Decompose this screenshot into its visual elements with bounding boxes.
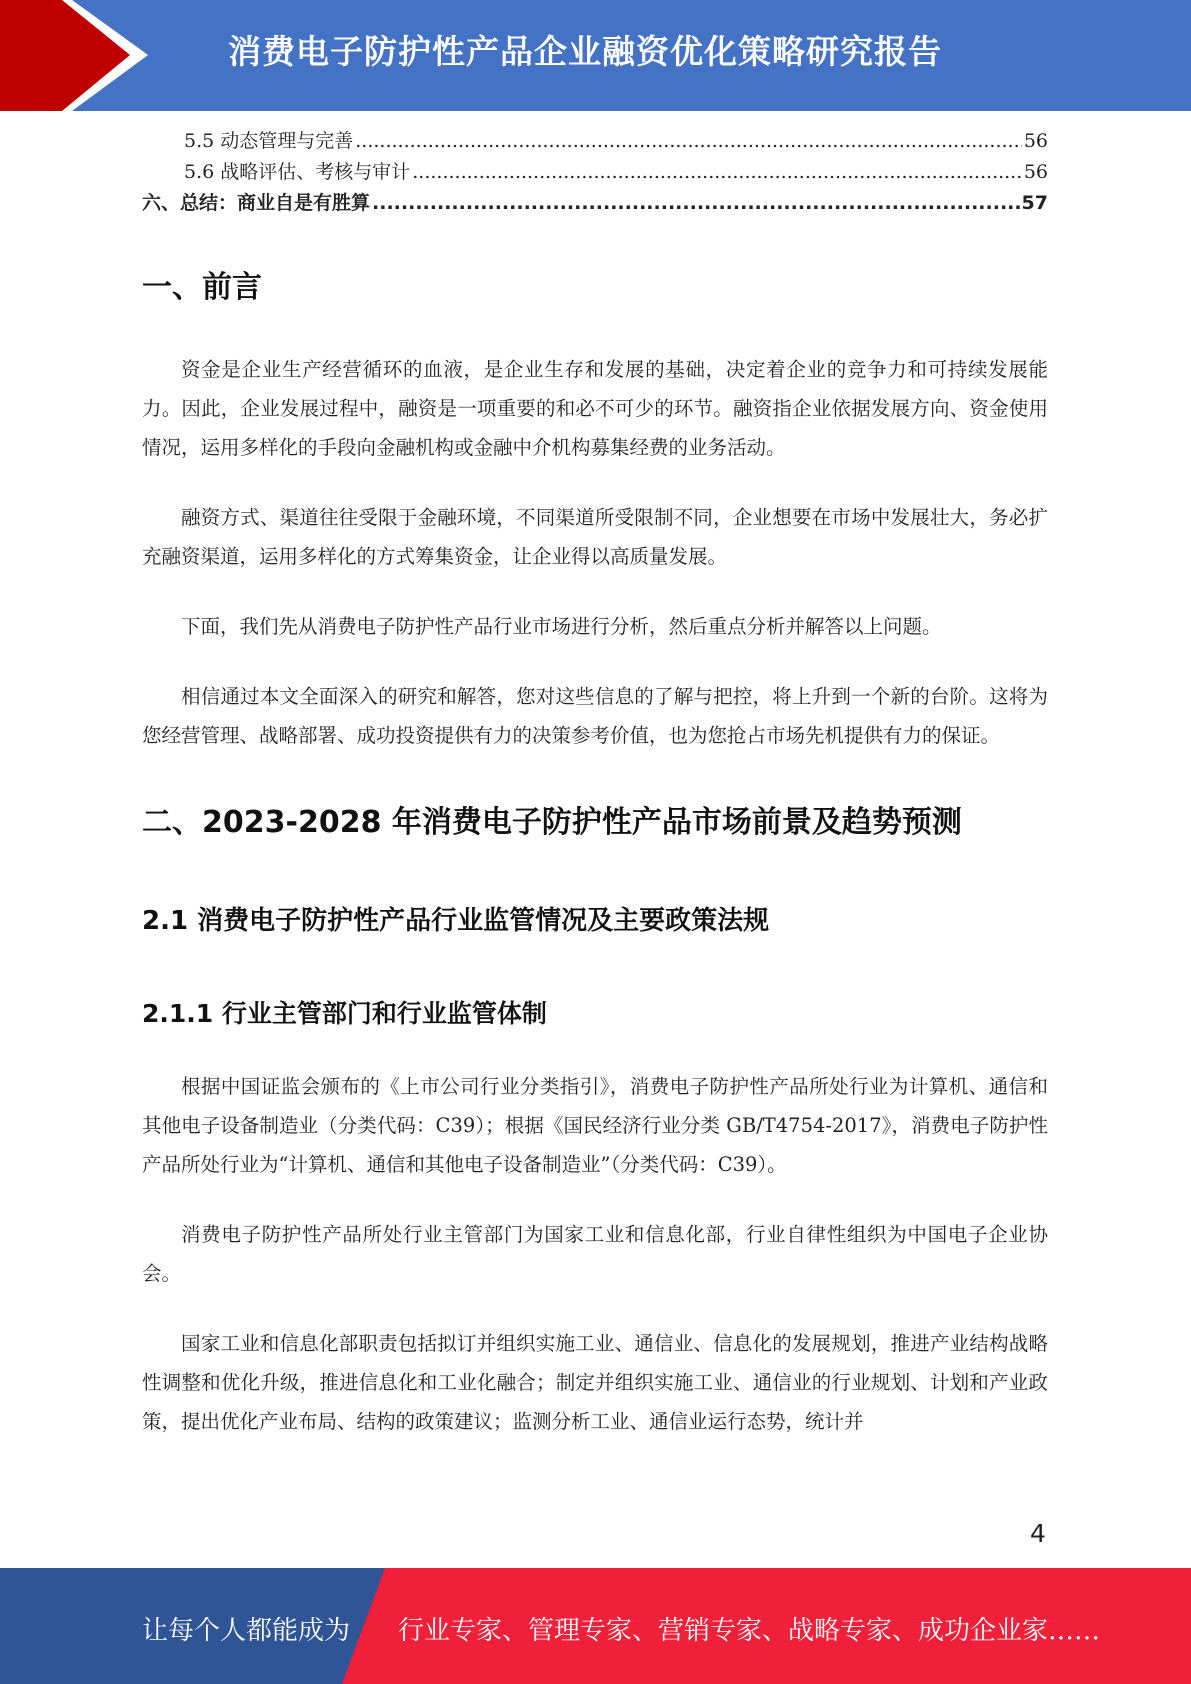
page-header <box>0 0 1191 111</box>
toc-dot-leader <box>372 188 1020 219</box>
section-heading-preface: 一、前言 <box>142 270 262 305</box>
paragraph: 相信通过本文全面深入的研究和解答，您对这些信息的了解与把控，将上升到一个新的台阶。这将为您经营管理、战略部署、成功投资提供有力的决策参考价值，也为您抢占市场先机提供有力的保证。 <box>142 685 1048 747</box>
toc-dot-leader <box>412 157 1022 188</box>
paragraph: 融资方式、渠道往往受限于金融环境，不同渠道所受限制不同，企业想要在市场中发展壮大，务必扩充融资渠道，运用多样化的方式筹集资金，让企业得以高质量发展。 <box>142 506 1048 568</box>
toc-entry-label: 六、总结：商业自是有胜算 <box>142 192 371 214</box>
header-red-chevron <box>0 0 150 111</box>
report-title: 消费电子防护性产品企业融资优化策略研究报告 <box>228 32 942 71</box>
toc-entry[interactable] <box>142 126 1048 157</box>
footer-slogan-left: 让每个人都能成为 <box>142 1616 351 1646</box>
page-footer <box>0 1568 1191 1684</box>
subsection-heading: 2.1 消费电子防护性产品行业监管情况及主要政策法规 <box>142 906 770 936</box>
paragraph: 消费电子防护性产品所处行业主管部门为国家工业和信息化部，行业自律性组织为中国电子企业协会。 <box>142 1223 1048 1285</box>
paragraph: 根据中国证监会颁布的《上市公司行业分类指引》，消费电子防护性产品所处行业为计算机、通信和其他电子设备制造业（分类代码：C39）；根据《国民经济行业分类 GB/T4754-2017》，消费电子防护性产品所处行业为“计算机、通信和其他电子设备制造业”（分类代码：C39）。 <box>142 1075 1048 1176</box>
footer-slogan-right: 行业专家、管理专家、营销专家、战略专家、成功企业家…… <box>398 1616 1101 1646</box>
toc-entry[interactable] <box>142 157 1048 188</box>
paragraph: 资金是企业生产经营循环的血液，是企业生存和发展的基础，决定着企业的竞争力和可持续发展能力。因此，企业发展过程中，融资是一项重要的和必不可少的环节。融资指企业依据发展方向、资金使用情况，运用多样化的手段向金融机构或金融中介机构募集经费的业务活动。 <box>142 358 1048 459</box>
toc-entry[interactable] <box>142 188 1048 219</box>
section-heading-market-outlook: 二、2023-2028 年消费电子防护性产品市场前景及趋势预测 <box>142 805 962 840</box>
paragraph: 下面，我们先从消费电子防护性产品行业市场进行分析，然后重点分析并解答以上问题。 <box>181 615 942 638</box>
subsubsection-heading: 2.1.1 行业主管部门和行业监管体制 <box>142 999 547 1028</box>
toc-entry-page: 57 <box>1021 192 1048 214</box>
toc-entry-page: 56 <box>1023 161 1048 183</box>
paragraph: 国家工业和信息化部职责包括拟订并组织实施工业、通信业、信息化的发展规划，推进产业结构战略性调整和优化升级，推进信息化和工业化融合；制定并组织实施工业、通信业的行业规划、计划和产业政策，提出优化产业布局、结构的政策建议；监测分析工业、通信业运行态势，统计并 <box>142 1332 1048 1433</box>
toc-entry-page: 56 <box>1023 130 1048 152</box>
toc-dot-leader <box>355 126 1022 157</box>
toc-entry-label: 5.5 动态管理与完善 <box>184 130 354 152</box>
page-content <box>142 126 1048 1441</box>
page-number: 4 <box>1030 1519 1046 1548</box>
toc-entry-label: 5.6 战略评估、考核与审计 <box>184 161 411 183</box>
table-of-contents <box>142 126 1048 219</box>
